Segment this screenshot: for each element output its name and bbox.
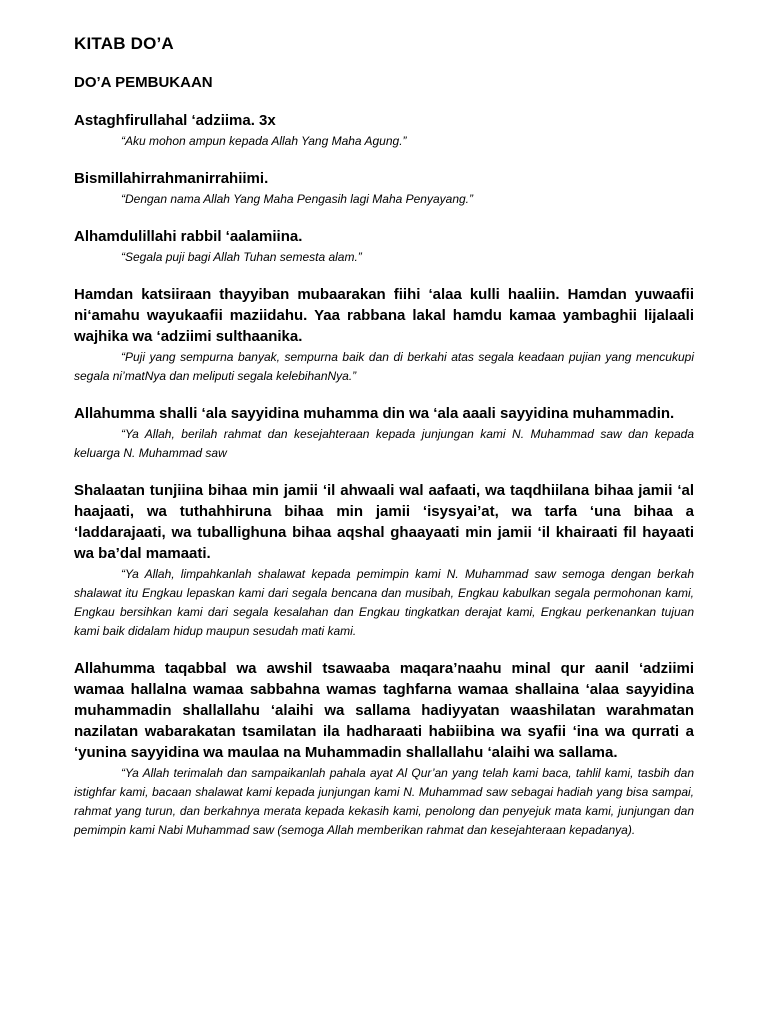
prayer-arabic: Hamdan katsiiraan thayyiban mubaarakan fiihi ‘alaa kulli haaliin. Hamdan yuwaafii ni‘amahu wayukaafii maziidahu. Yaa rabbana lakal hamdu kamaa yambaghii lijalaali wajhika wa ‘adziimi sulthaanika. xyxy=(74,286,694,345)
prayer-translation: “Ya Allah terimalah dan sampaikanlah pahala ayat Al Qur’an yang telah kami baca, tahlil kami, tasbih dan istighfar kami, bacaan shalawat kami kepada junjungan kami N. Muhammad saw sebagai hadiah yang bisa sampai, rahmat yang turun, dan berkahnya merata kepada kekasih kami, penolong dan penyejuk mata kami, junjungan dan pemimpin kami Nabi Muhammad saw (semoga Allah memberikan rahmat dan kesejahteraan kepadanya). xyxy=(74,766,694,837)
prayer-arabic: Alhamdulillahi rabbil ‘aalamiina. xyxy=(74,228,303,245)
prayer-block xyxy=(74,403,694,463)
prayer-translation: “Puji yang sempurna banyak, sempurna baik dan di berkahi atas segala keadaan pujian yang mencukupi segala ni’matNya dan meliputi segala kelebihanNya.” xyxy=(74,350,694,383)
prayer-block xyxy=(74,168,694,209)
prayer-block xyxy=(74,658,694,840)
prayer-translation: “Dengan nama Allah Yang Maha Pengasih lagi Maha Penyayang.” xyxy=(121,192,474,206)
prayer-block xyxy=(74,226,694,267)
prayer-arabic: Astaghfirullahal ‘adziima. 3x xyxy=(74,112,276,129)
prayer-block xyxy=(74,110,694,151)
prayer-translation: “Ya Allah, berilah rahmat dan kesejahteraan kepada junjungan kami N. Muhammad saw dan kepada keluarga N. Muhammad saw xyxy=(74,427,694,460)
prayer-block xyxy=(74,284,694,386)
prayer-arabic: Allahumma shalli ‘ala sayyidina muhamma din wa ‘ala aaali sayyidina muhammadin. xyxy=(74,405,675,422)
prayer-arabic: Allahumma taqabbal wa awshil tsawaaba maqara’naahu minal qur aanil ‘adziimi wamaa hallalna wamaa sabbahna wamas taghfarna wamaa shallaina ‘alaa sayyidina muhammadin shallallahu ‘alaihi wa sallama hadiyyatan waashilatan warahmatan nazilatan wabarakatan tsamilatan ila hadharaati habiibina wa syafii ‘ina wa qurrati a ‘yunina sayyidina wa maulaa na Muhammadin shallallahu ‘alaihi wa sallama. xyxy=(74,660,694,761)
prayer-arabic: Shalaatan tunjiina bihaa min jamii ‘il ahwaali wal aafaati, wa taqdhiilana bihaa jamii ‘al haajaati, wa tuthahhiruna bihaa min jamii ‘isysyai’at, wa tarfa ‘una bihaa a ‘laddarajaati, wa tuballighuna bihaa aqshal ghaayaati min jamii ‘il khairaati fil hayaati wa ba’dal mamaati. xyxy=(74,482,694,562)
prayer-translation: “Segala puji bagi Allah Tuhan semesta alam.” xyxy=(121,250,362,264)
prayer-translation: “Aku mohon ampun kepada Allah Yang Maha Agung.” xyxy=(121,134,407,148)
prayer-block xyxy=(74,480,694,641)
prayer-translation: “Ya Allah, limpahkanlah shalawat kepada pemimpin kami N. Muhammad saw semoga dengan berkah shalawat itu Engkau lepaskan kami dari segala bencana dan musibah, Engkau kabulkan segala permohonan kami, Engkau bersihkan kami dari segala kesalahan dan Engkau tingkatkan derajat kami, Engkau perkenankan tujuan kami baik didalam hidup maupun sesudah mati kami. xyxy=(74,567,694,638)
section-title: DO’A PEMBUKAAN xyxy=(74,74,213,91)
document-title: KITAB DO’A xyxy=(74,34,174,53)
prayer-arabic: Bismillahirrahmanirrahiimi. xyxy=(74,170,269,187)
